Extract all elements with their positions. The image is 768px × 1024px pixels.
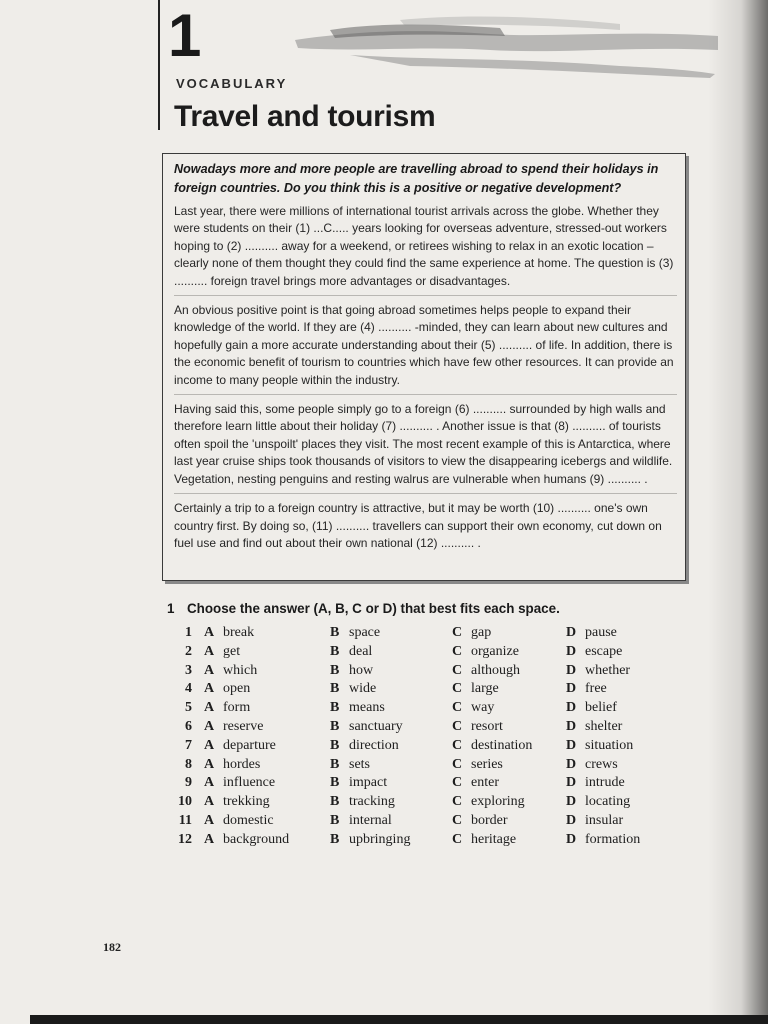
option-letter-d: D <box>566 718 577 734</box>
option-a: departure <box>223 737 276 753</box>
option-letter-a: A <box>204 794 215 810</box>
question-number: 5 <box>185 700 192 716</box>
option-a: open <box>223 681 251 697</box>
option-a: break <box>223 625 255 640</box>
option-c: series <box>471 756 503 772</box>
option-d: shelter <box>585 718 623 734</box>
question-number: 4 <box>185 681 192 697</box>
question-number: 11 <box>178 812 192 828</box>
option-letter-c: C <box>452 812 463 828</box>
question-number: 7 <box>185 737 192 753</box>
option-letter-b: B <box>330 662 340 678</box>
option-a: trekking <box>223 794 270 810</box>
option-letter-d: D <box>566 756 577 772</box>
option-c: resort <box>471 718 503 734</box>
option-d: free <box>585 681 607 697</box>
option-letter-a: A <box>204 681 215 697</box>
option-letter-a: A <box>204 831 215 847</box>
option-letter-d: D <box>566 737 577 753</box>
option-letter-c: C <box>452 831 463 847</box>
option-a: background <box>223 831 290 847</box>
option-letter-a: A <box>204 737 215 753</box>
paragraph-divider <box>174 493 677 494</box>
option-b: tracking <box>349 794 395 810</box>
option-letter-c: C <box>452 681 463 697</box>
option-b: direction <box>349 737 399 753</box>
passage-question: Nowadays more and more people are travelling abroad to spend their holidays in foreign countries. Do you think this is a positive or negative development? <box>174 162 659 195</box>
brush-stroke-decoration <box>290 10 720 80</box>
option-letter-c: C <box>452 662 463 678</box>
option-b: means <box>349 700 385 716</box>
option-b: how <box>349 662 374 678</box>
option-a: reserve <box>223 718 264 734</box>
question-number: 3 <box>185 662 192 678</box>
option-a: form <box>223 700 251 716</box>
option-a: hordes <box>223 756 261 772</box>
option-letter-d: D <box>566 662 577 678</box>
option-letter-b: B <box>330 700 340 716</box>
option-c: heritage <box>471 831 517 847</box>
page-title: Travel and tourism <box>174 100 436 133</box>
option-d: insular <box>585 812 624 828</box>
paragraph-divider <box>174 394 677 395</box>
paragraph-divider <box>174 295 677 296</box>
option-letter-b: B <box>330 625 340 640</box>
option-d: locating <box>585 794 631 810</box>
question-number: 1 <box>185 625 192 640</box>
option-letter-c: C <box>452 756 463 772</box>
option-letter-b: B <box>330 831 340 847</box>
exercise-number: 1 <box>167 601 175 616</box>
option-a: which <box>223 662 258 678</box>
question-number: 9 <box>185 775 192 791</box>
option-b: internal <box>349 812 392 828</box>
option-d: whether <box>585 662 631 678</box>
option-letter-c: C <box>452 775 463 791</box>
option-b: deal <box>349 643 373 659</box>
option-letter-a: A <box>204 662 215 678</box>
option-d: escape <box>585 643 623 659</box>
option-letter-c: C <box>452 737 463 753</box>
option-a: domestic <box>223 812 274 828</box>
option-c: gap <box>471 625 492 640</box>
option-b: space <box>349 625 381 640</box>
option-letter-d: D <box>566 681 577 697</box>
option-d: situation <box>585 737 634 753</box>
option-b: sets <box>349 756 370 772</box>
option-letter-d: D <box>566 794 577 810</box>
option-letter-b: B <box>330 718 340 734</box>
section-label: VOCABULARY <box>176 76 288 91</box>
option-letter-c: C <box>452 794 463 810</box>
option-letter-b: B <box>330 643 340 659</box>
option-letter-d: D <box>566 831 577 847</box>
question-number: 10 <box>178 794 192 810</box>
reading-passage-box <box>162 153 686 581</box>
option-c: destination <box>471 737 533 753</box>
option-letter-b: B <box>330 775 340 791</box>
question-number: 8 <box>185 756 192 772</box>
option-d: formation <box>585 831 641 847</box>
option-letter-d: D <box>566 775 577 791</box>
unit-number: 1 <box>168 2 202 69</box>
option-letter-b: B <box>330 681 340 697</box>
page-bottom-edge <box>30 1015 768 1024</box>
page-gutter-shadow <box>708 0 768 1024</box>
option-c: exploring <box>471 794 525 810</box>
option-c: organize <box>471 643 519 659</box>
option-letter-c: C <box>452 700 463 716</box>
option-c: large <box>471 681 499 697</box>
option-letter-a: A <box>204 756 215 772</box>
option-a: influence <box>223 775 276 791</box>
option-c: enter <box>471 775 499 791</box>
option-letter-c: C <box>452 643 463 659</box>
option-letter-a: A <box>204 625 215 640</box>
option-c: way <box>471 700 495 716</box>
option-letter-a: A <box>204 718 215 734</box>
option-b: sanctuary <box>349 718 403 734</box>
option-letter-d: D <box>566 643 577 659</box>
question-number: 6 <box>185 718 192 734</box>
exercise-heading <box>167 601 560 616</box>
option-letter-c: C <box>452 718 463 734</box>
option-c: border <box>471 812 508 828</box>
option-letter-d: D <box>566 812 577 828</box>
option-d: belief <box>585 700 617 716</box>
passage-paragraph-2: An obvious positive point is that going abroad sometimes helps people to expand their knowledge of the world. If they are (4) .......... -minded, they can learn about new cultures and hopefully gain a more accurate understanding about their (5) .......... of life. In addition, there is the economic benefit of tourism to countries which have few other resources. It can provide an income to many people within the industry. <box>174 303 674 387</box>
option-letter-a: A <box>204 775 215 791</box>
exercise-instruction: Choose the answer (A, B, C or D) that best fits each space. <box>187 601 560 616</box>
option-letter-d: D <box>566 625 577 640</box>
option-a: get <box>223 643 241 659</box>
option-letter-b: B <box>330 794 340 810</box>
option-b: upbringing <box>349 831 411 847</box>
page-number: 182 <box>103 940 121 954</box>
option-letter-a: A <box>204 812 215 828</box>
option-d: crews <box>585 756 618 772</box>
option-d: intrude <box>585 775 625 791</box>
option-d: pause <box>585 625 617 640</box>
passage-paragraph-3: Having said this, some people simply go to a foreign (6) .......... surrounded by high walls and therefore learn little about their holiday (7) .......... . Another issue is that (8) .......... of tourists often spoil the 'unspoilt' places they visit. The most recent example of this is Antarctica, where last year cruise ships took thousands of visitors to view the disappearing icebergs and wildlife. Vegetation, nesting penguins and resting walrus are vulnerable when humans (9) .......... . <box>174 402 673 486</box>
option-letter-b: B <box>330 737 340 753</box>
passage-paragraph-4: Certainly a trip to a foreign country is attractive, but it may be worth (10) .......... one's own country first. By doing so, (11) .......... travellers can support their own economy, cut down on fuel use and find out about their own national (12) .......... . <box>174 501 662 550</box>
option-letter-c: C <box>452 625 463 640</box>
question-number: 2 <box>185 643 192 659</box>
option-b: impact <box>349 775 388 791</box>
option-letter-a: A <box>204 643 215 659</box>
option-letter-b: B <box>330 812 340 828</box>
option-letter-d: D <box>566 700 577 716</box>
option-letter-a: A <box>204 700 215 716</box>
option-b: wide <box>349 681 377 697</box>
option-c: although <box>471 662 520 678</box>
passage-paragraph-1: Last year, there were millions of international tourist arrivals across the globe. Whether they were students on their (1) ...C..... years looking for overseas adventure, stressed-out workers hoping to (2) .......... away for a weekend, or retirees wishing to relax in an exotic location – clearly none of them thought they could find the same experience at home. The question is (3) .......... foreign travel brings more advantages or disadvantages. <box>174 204 674 288</box>
header-rule <box>158 0 160 130</box>
question-number: 12 <box>178 831 192 847</box>
option-letter-b: B <box>330 756 340 772</box>
